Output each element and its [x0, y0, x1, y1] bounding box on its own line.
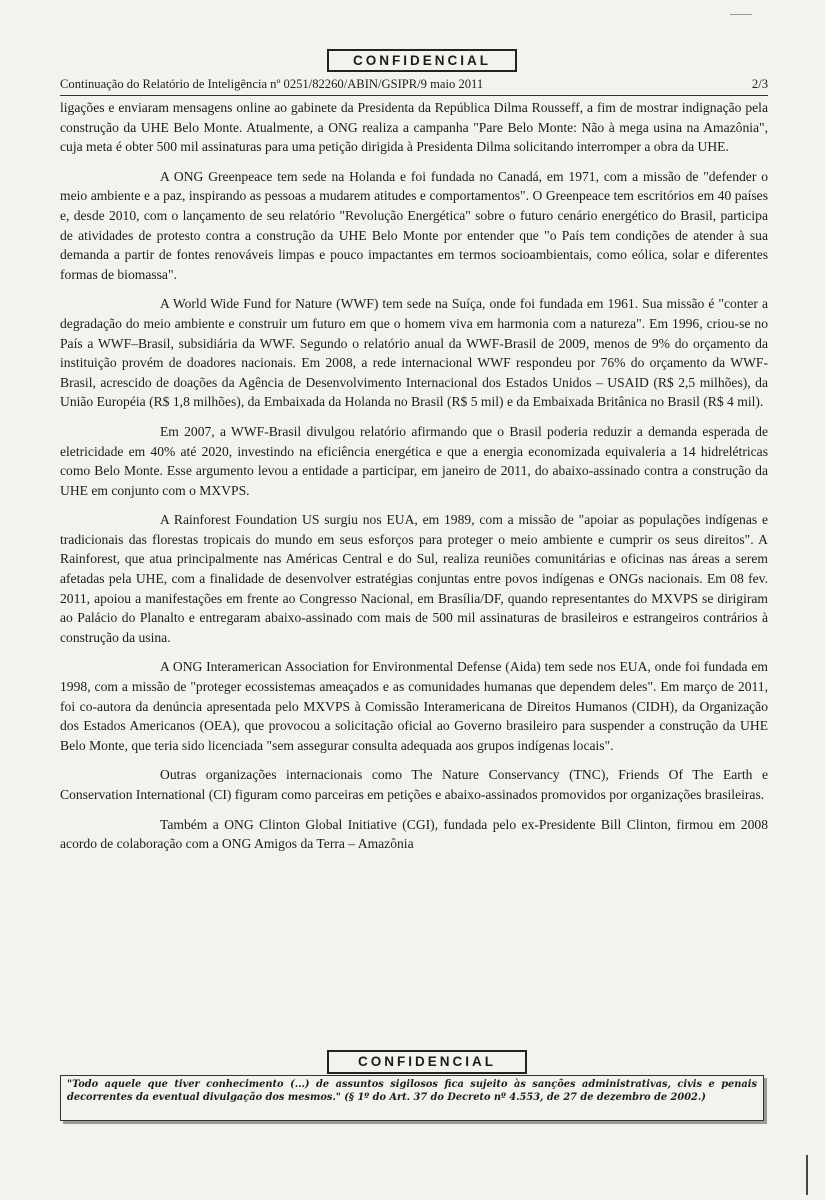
paragraph-greenpeace: A ONG Greenpeace tem sede na Holanda e foi fundada no Canadá, em 1971, com a missão de "defender o meio ambiente e a paz, inspirando as pessoas a mudarem atitudes e comportamentos". O Greenpeace tem escritórios em 40 países e, desde 2010, com o lançamento de seu relatório "Revolução Energética" sobre o futuro cenário energético do Brasil, participa de atividades de protesto contra a construção da UHE Belo Monte por entender que "o País tem condições de atender à sua demanda a partir de fontes renováveis limpas e pouco impactantes em termos socioambientais, como eólica, solar e diferentes formas de biomassa". [60, 168, 768, 282]
paragraph-rainforest: A Rainforest Foundation US surgiu nos EUA, em 1989, com a missão de "apoiar as populações indígenas e tradicionais das florestas tropicais do mundo em seus esforços para proteger o meio ambiente e cumprir os seus direitos". A Rainforest, que atua principalmente nas Américas Central e do Sul, realiza reuniões comunitárias e oficinas nas áreas a serem afetadas pela UHE, com a finalidade de desenvolver estratégias conjuntas entre povos indígenas e ONGs nacionais. Em 08 fev. 2011, apoiou a manifestações em frente ao Congresso Nacional, em Brasília/DF, quando representantes do MXVPS se dirigiram ao Palácio do Planalto e entregaram abaixo-assinado com mais de 500 mil assinaturas de brasileiros e estrangeiros contrários à construção da usina. [60, 512, 768, 645]
paragraph-other-orgs: Outras organizações internacionais como The Nature Conservancy (TNC), Friends Of The Earth e Conservation International (CI) figuram como parceiras em petições e abaixo-assinados promovidos por organizações brasileiras. [60, 767, 768, 802]
scan-edge-mark [806, 1155, 808, 1195]
paragraph-aida: A ONG Interamerican Association for Environmental Defense (Aida) tem sede nos EUA, onde foi fundada em 1998, com a missão de "proteger ecossistemas ameaçados e as comunidades humanas que dependem deles". Em março de 2011, foi co-autora da denúncia apresentada pelo MXVPS à Comissão Interamericana de Direitos Humanos (CIDH), da Organização dos Estados Americanos (OEA), que provocou a solicitação oficial ao Governo brasileiro para suspender a construção da UHE Belo Monte, que teria sido licenciada "sem assegurar consulta adequada aos grupos indígenas locais". [60, 659, 768, 753]
confidential-stamp-bottom: CONFIDENCIAL [327, 1050, 527, 1074]
scan-mark [730, 6, 752, 15]
page-number: 2/3 [751, 77, 768, 91]
report-header-title: Continuação do Relatório de Inteligência nº 0251/82260/ABIN/GSIPR/9 maio 2011 [60, 77, 484, 91]
report-body [60, 98, 768, 864]
paragraph-cgi: Também a ONG Clinton Global Initiative (CGI), fundada pelo ex-Presidente Bill Clinton, firmou em 2008 acordo de colaboração com a ONG Amigos da Terra – Amazônia [60, 816, 768, 852]
legal-warning-box: "Todo aquele que tiver conhecimento (...) de assuntos sigilosos fica sujeito às sanções administrativas, civis e penais decorrentes da eventual divulgação dos mesmos." (§ 1º do Art. 37 do Decreto nº 4.553, de 27 de dezembro de 2002.) [60, 1075, 764, 1121]
paragraph-wwf-2007: Em 2007, a WWF-Brasil divulgou relatório afirmando que o Brasil poderia reduzir a demanda esperada de eletricidade em 40% até 2020, investindo na eficiência energética e que a energia economizada equivaleria a 14 hidrelétricas como Belo Monte. Esse argumento levou a entidade a participar, em janeiro de 2011, do abaixo-assinado contra a construção da UHE em conjunto com o MXVPS. [60, 423, 768, 498]
report-header [60, 77, 768, 96]
paragraph-wwf: A World Wide Fund for Nature (WWF) tem sede na Suíça, onde foi fundada em 1961. Sua missão é "conter a degradação do meio ambiente e construir um futuro em que o homem viva em harmonia com a natureza". Em 1996, criou-se no País a WWF–Brasil, subsidiária da WWF. Segundo o relatório anual da WWF-Brasil de 2009, menos de 9% do orçamento da instituição provém de doadores nacionais. Em 2008, a rede internacional WWF respondeu por 76% do orçamento da WWF-Brasil, acrescido de doações da Agência de Desenvolvimento Internacional dos Estados Unidos – USAID (R$ 2,5 milhões), da União Européia (R$ 1,8 milhões), da Embaixada da Holanda no Brasil (R$ 5 mil) e da Embaixada Britânica no Brasil (R$ 4 mil). [60, 296, 768, 410]
confidential-stamp-top: CONFIDENCIAL [327, 49, 517, 72]
paragraph-continuation: ligações e enviaram mensagens online ao gabinete da Presidenta da República Dilma Rousseff, a fim de mostrar indignação pela construção da UHE Belo Monte. Atualmente, a ONG realiza a campanha "Pare Belo Monte: Não à mega usina na Amazônia", cuja meta é obter 500 mil assinaturas para uma petição dirigida à Presidenta Dilma solicitando interromper a obra da UHE. [60, 100, 768, 155]
